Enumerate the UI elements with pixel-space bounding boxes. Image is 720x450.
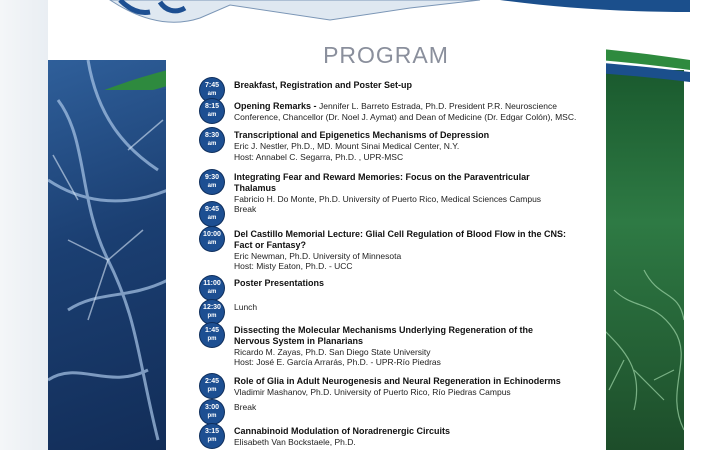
item-title: Integrating Fear and Reward Memories: Focus on the Paraventricular: [234, 172, 530, 182]
item-title-line: [234, 80, 614, 91]
time-badge: [200, 128, 224, 152]
time-value: 12:30: [203, 304, 221, 311]
item-title-line: [234, 278, 614, 289]
time-badge: [200, 323, 224, 347]
program-item: [204, 130, 614, 162]
time-ampm: am: [207, 112, 217, 118]
time-ampm: am: [207, 183, 217, 189]
program-item: [203, 278, 614, 295]
time-badge: [200, 424, 224, 448]
time-ampm: am: [207, 141, 217, 147]
time-ampm: pm: [207, 387, 217, 393]
time-badge: [200, 374, 224, 398]
item-detail: Host: Annabel C. Segarra, Ph.D. , UPR-MSC: [234, 151, 404, 162]
program-item: [203, 302, 614, 319]
neuron-image-right: [604, 70, 684, 450]
time-value: 1:45: [204, 327, 219, 334]
item-detail: Fabricio H. Do Monte, Ph.D. University of Puerto Rico, Medical Sciences Campus: [234, 193, 542, 204]
program-title: PROGRAM: [323, 42, 449, 68]
item-title-line: [234, 325, 614, 336]
program-item: [204, 172, 614, 204]
time-badge: [200, 202, 224, 226]
item-title-line: [234, 376, 614, 387]
time-value: 9:30: [204, 174, 219, 181]
program-item: [204, 376, 614, 398]
item-detail: Ricardo M. Zayas, Ph.D. San Diego State University: [234, 346, 431, 357]
item-title: Transcriptional and Epigenetics Mechanisms of Depression: [234, 130, 490, 140]
time-value: 10:00: [203, 231, 221, 238]
item-title: Breakfast, Registration and Poster Set-up: [234, 80, 413, 90]
time-ampm: am: [207, 289, 217, 295]
time-value: 8:15: [204, 103, 219, 110]
program-item: [204, 402, 614, 419]
time-badge: [200, 227, 224, 251]
time-badge: [200, 300, 224, 324]
item-title: Role of Glia in Adult Neurogenesis and Neural Regeneration in Echinoderms: [234, 376, 561, 386]
item-title-line: [234, 130, 614, 141]
time-ampm: pm: [207, 313, 217, 319]
program-item: [203, 229, 614, 272]
item-title-line: [234, 101, 614, 112]
item-detail: Host: José E. García Arrarás, Ph.D. - UPR-Río Piedras: [234, 357, 441, 368]
neuron-image-left: [48, 60, 168, 450]
item-title-cont: Thalamus: [234, 182, 277, 193]
time-ampm: am: [207, 240, 217, 246]
item-title: Opening Remarks -: [234, 101, 320, 111]
time-badge: [200, 276, 224, 300]
program-item: [204, 426, 614, 448]
time-badge: [200, 400, 224, 424]
item-detail: Conference, Chancellor (Dr. Noel J. Aymat) and Dean of Medicine (Dr. Edgar Colón), MSC.: [234, 111, 577, 122]
time-value: 3:00: [204, 404, 219, 411]
program-item: [204, 101, 614, 123]
time-value: 7:45: [204, 82, 219, 89]
item-title-rest: Jennifer L. Barreto Estrada, Ph.D. President P.R. Neuroscience: [319, 101, 557, 111]
item-detail: Elisabeth Van Bockstaele, Ph.D.: [234, 436, 356, 447]
item-detail: Lunch: [234, 302, 258, 312]
time-ampm: pm: [207, 336, 217, 342]
item-detail: Vladimir Mashanov, Ph.D. University of Puerto Rico, Río Piedras Campus: [234, 386, 511, 397]
item-detail: Eric J. Nestler, Ph.D., MD. Mount Sinai Medical Center, N.Y.: [234, 140, 460, 151]
program-item: [204, 80, 614, 97]
item-title-line: [234, 426, 614, 437]
item-title: Del Castillo Memorial Lecture: Glial Cell Regulation of Blood Flow in the CNS:: [234, 229, 567, 239]
time-value: 2:45: [204, 378, 219, 385]
item-title: Dissecting the Molecular Mechanisms Underlying Regeneration of the: [234, 325, 534, 335]
item-title: Poster Presentations: [234, 278, 325, 288]
time-badge: [200, 99, 224, 123]
item-title-line: [234, 172, 614, 183]
item-detail: Break: [234, 204, 257, 214]
time-value: 9:45: [204, 206, 219, 213]
time-value: 8:30: [204, 132, 219, 139]
time-ampm: pm: [207, 437, 217, 443]
program-item: [204, 325, 614, 368]
item-title-line: [234, 229, 614, 240]
item-detail: Eric Newman, Ph.D. University of Minnesota: [234, 250, 402, 261]
time-ampm: pm: [207, 413, 217, 419]
item-title: Cannabinoid Modulation of Noradrenergic Circuits: [234, 426, 451, 436]
time-ampm: am: [207, 215, 217, 221]
time-badge: [200, 170, 224, 194]
time-ampm: am: [207, 91, 217, 97]
time-value: 3:15: [204, 428, 219, 435]
program-item: [204, 204, 614, 221]
time-value: 11:00: [203, 280, 221, 287]
item-title-cont: Nervous System in Planarians: [234, 335, 364, 346]
item-title-cont: Fact or Fantasy?: [234, 239, 307, 250]
item-detail: Host: Misty Eaton, Ph.D. - UCC: [234, 261, 353, 272]
item-detail: Break: [234, 402, 257, 412]
